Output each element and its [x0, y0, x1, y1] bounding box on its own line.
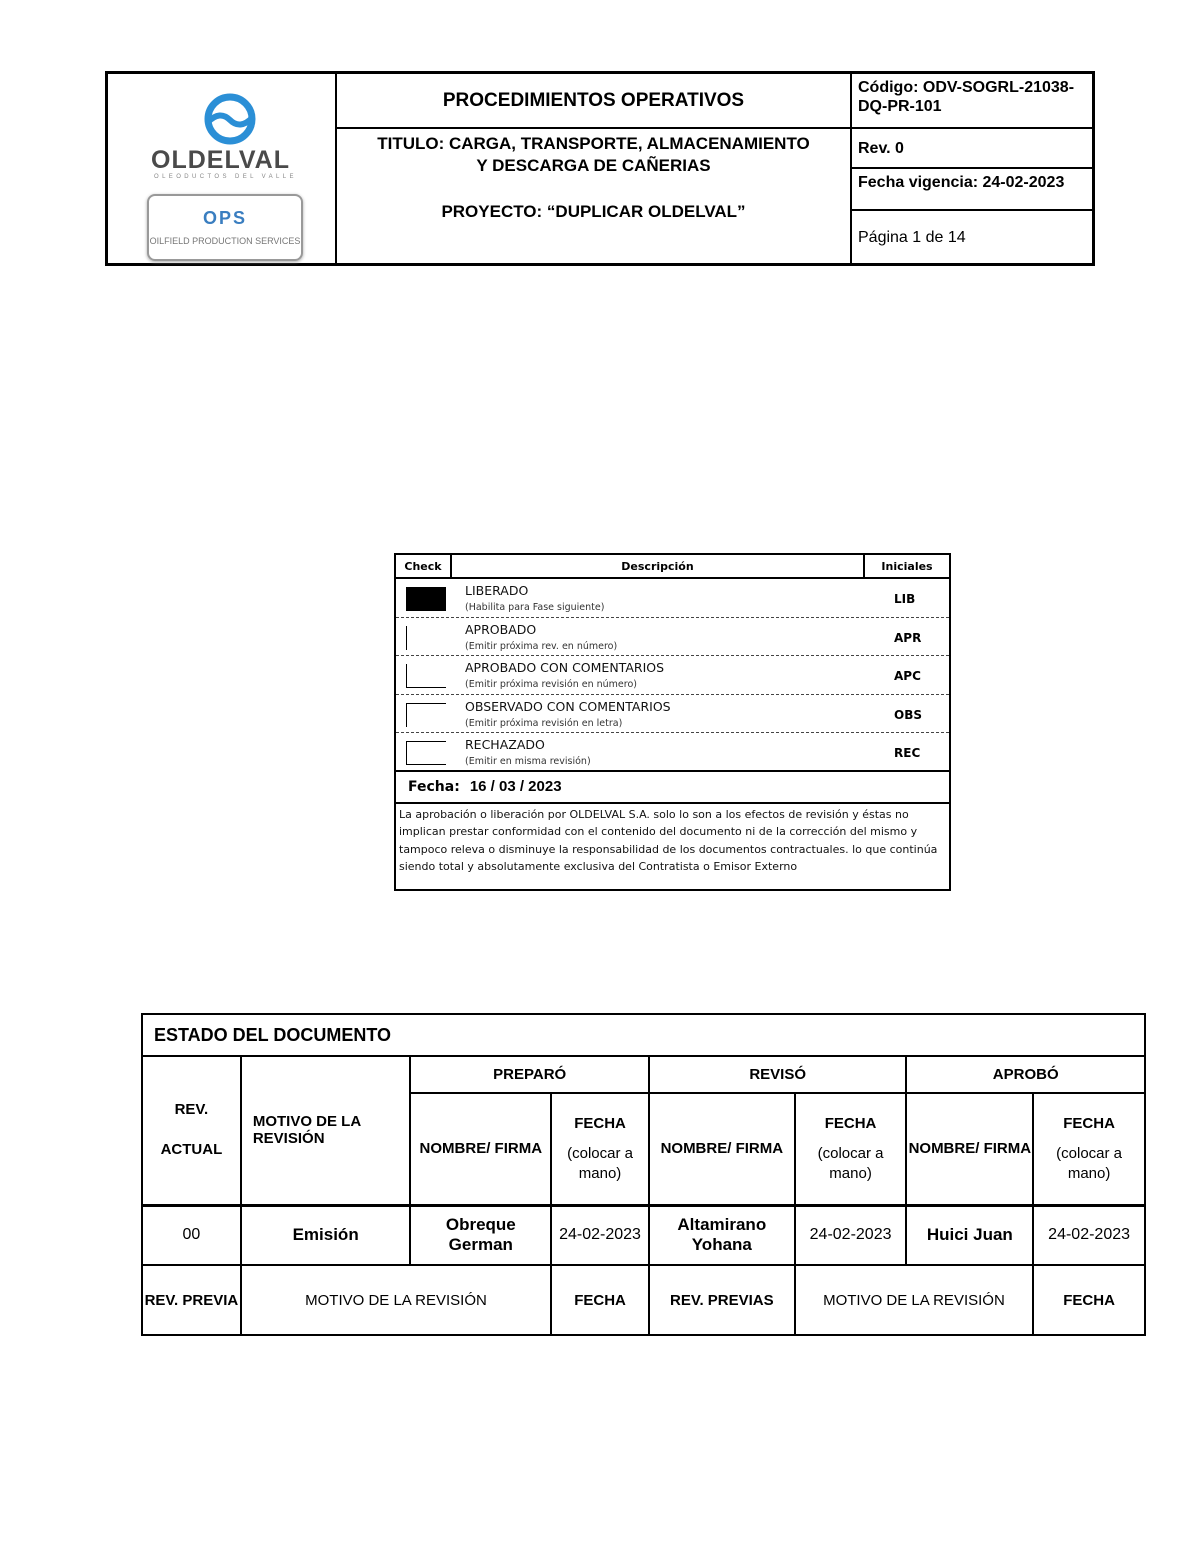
- preparo-header: PREPARÓ: [410, 1056, 648, 1093]
- status-subtitle: (Emitir próxima rev. en número): [465, 640, 618, 652]
- reviso-fecha: 24-02-2023: [795, 1205, 907, 1265]
- fecha-hint: (colocar a mano): [817, 1144, 884, 1182]
- status-title: OBSERVADO CON COMENTARIOS: [465, 698, 671, 714]
- document-status-table: [141, 1013, 1146, 1336]
- reviso-nombre-header: NOMBRE/ FIRMA: [649, 1093, 795, 1205]
- reviso-nombre: Altamirano Yohana: [649, 1205, 795, 1265]
- ops-tagline: OILFIELD PRODUCTION SERVICES: [149, 236, 301, 246]
- prev-motivo-label: MOTIVO DE LA REVISIÓN: [241, 1265, 551, 1335]
- stamp-row-liberado: [396, 579, 949, 618]
- status-subtitle: (Emitir en misma revisión): [465, 756, 591, 767]
- title-cell: [337, 74, 852, 263]
- col-check: Check: [396, 555, 452, 577]
- status-code: LIB: [894, 592, 916, 606]
- title-line-1: TITULO: CARGA, TRANSPORTE, ALMACENAMIENTO: [377, 134, 810, 153]
- project-name: PROYECTO: “DUPLICAR OLDELVAL”: [441, 202, 746, 221]
- checkbox-apc[interactable]: [406, 664, 446, 688]
- document-title: [337, 129, 850, 263]
- fecha-hint: (colocar a mano): [567, 1144, 633, 1182]
- prev-fecha-label-2: FECHA: [1033, 1265, 1145, 1335]
- status-title: RECHAZADO: [465, 737, 545, 752]
- motivo-header: MOTIVO DE LA REVISIÓN: [241, 1056, 411, 1205]
- oldelval-tagline: OLEODUCTOS DEL VALLE: [154, 174, 297, 180]
- logo-cell: [108, 74, 337, 263]
- status-table-title: ESTADO DEL DOCUMENTO: [142, 1014, 1145, 1056]
- checkbox-rechazado[interactable]: [406, 741, 446, 765]
- oldelval-logo-icon: [152, 92, 297, 147]
- title-line-2: Y DESCARGA DE CAÑERIAS: [476, 156, 711, 175]
- stamp-row-aprobado: [396, 618, 949, 657]
- metadata-cell: [852, 74, 1092, 263]
- status-subtitle: (Emitir próxima revisión en número): [465, 679, 637, 690]
- prev-fecha-label: FECHA: [551, 1265, 649, 1335]
- fecha-label: FECHA: [1063, 1114, 1115, 1132]
- preparo-nombre: Obreque German: [410, 1205, 551, 1265]
- fecha-label: FECHA: [574, 1114, 626, 1132]
- validity-date: Fecha vigencia: 24-02-2023: [852, 169, 1092, 211]
- date-label: Fecha:: [408, 778, 460, 795]
- approval-stamp: [394, 553, 951, 891]
- status-code: OBS: [894, 707, 922, 722]
- aprobo-fecha-header: [1033, 1093, 1145, 1205]
- fecha-label: FECHA: [824, 1114, 877, 1132]
- aprobo-nombre-header: NOMBRE/ FIRMA: [906, 1093, 1033, 1205]
- stamp-row-apc: [396, 656, 949, 695]
- checkbox-liberado[interactable]: [406, 587, 446, 611]
- col-initials: Iniciales: [881, 559, 933, 573]
- status-title: LIBERADO: [465, 583, 529, 598]
- aprobo-fecha: 24-02-2023: [1033, 1205, 1145, 1265]
- status-code: APC: [894, 669, 921, 683]
- reviso-header: REVISÓ: [649, 1056, 907, 1093]
- status-subtitle: (Habilita para Fase siguiente): [465, 602, 605, 613]
- rev-previas-label: REV. PREVIAS: [649, 1265, 795, 1335]
- checkbox-aprobado[interactable]: [406, 626, 446, 650]
- col-description: Descripción: [452, 555, 865, 577]
- rev-value: 00: [142, 1205, 241, 1265]
- fecha-hint: (colocar a mano): [1056, 1144, 1123, 1182]
- rev-actual-header: REV. ACTUAL: [142, 1056, 241, 1205]
- preparo-fecha: 24-02-2023: [551, 1205, 649, 1265]
- status-title: APROBADO: [465, 621, 537, 637]
- revision-number: Rev. 0: [852, 129, 1092, 169]
- status-title: APROBADO CON COMENTARIOS: [465, 660, 665, 675]
- rev-previa-label: REV. PREVIA: [142, 1265, 241, 1335]
- oldelval-wordmark: OLDELVAL: [151, 146, 291, 174]
- prev-motivo-label-2: MOTIVO DE LA REVISIÓN: [795, 1265, 1034, 1335]
- motivo-value: Emisión: [241, 1205, 411, 1265]
- ops-wordmark: OPS: [202, 208, 247, 228]
- aprobo-nombre: Huici Juan: [906, 1205, 1033, 1265]
- status-code: APR: [894, 630, 922, 645]
- ops-logo: [147, 194, 303, 261]
- checkbox-observado[interactable]: [406, 703, 446, 727]
- status-subtitle: (Emitir próxima revisión en letra): [465, 717, 623, 729]
- date-value: 16 / 03 / 2023: [469, 778, 562, 795]
- reviso-fecha-header: [795, 1093, 907, 1205]
- document-code: Código: ODV-SOGRL-21038-DQ-PR-101: [852, 74, 1092, 129]
- stamp-disclaimer: La aprobación o liberación por OLDELVAL S.A. solo lo son a los efectos de revisión y éstas no implican prestar conformidad con el contenido del documento ni de la corrección del mismo y tampoco releva o disminuye la responsabilidad de los documentos contractuales. lo que continúa siendo total y absolutamente exclusiva del Contratista o Emisor Externo: [399, 807, 938, 873]
- aprobo-header: APROBÓ: [906, 1056, 1145, 1093]
- preparo-nombre-header: NOMBRE/ FIRMA: [410, 1093, 551, 1205]
- preparo-fecha-header: [551, 1093, 649, 1205]
- stamp-date: [396, 772, 949, 804]
- document-header: [105, 71, 1095, 266]
- stamp-row-rechazado: [396, 733, 949, 772]
- stamp-row-observado: [396, 695, 949, 734]
- status-code: REC: [894, 746, 921, 760]
- section-title: PROCEDIMIENTOS OPERATIVOS: [337, 74, 850, 129]
- stamp-header: [396, 555, 949, 579]
- page-number: Página 1 de 14: [858, 228, 966, 246]
